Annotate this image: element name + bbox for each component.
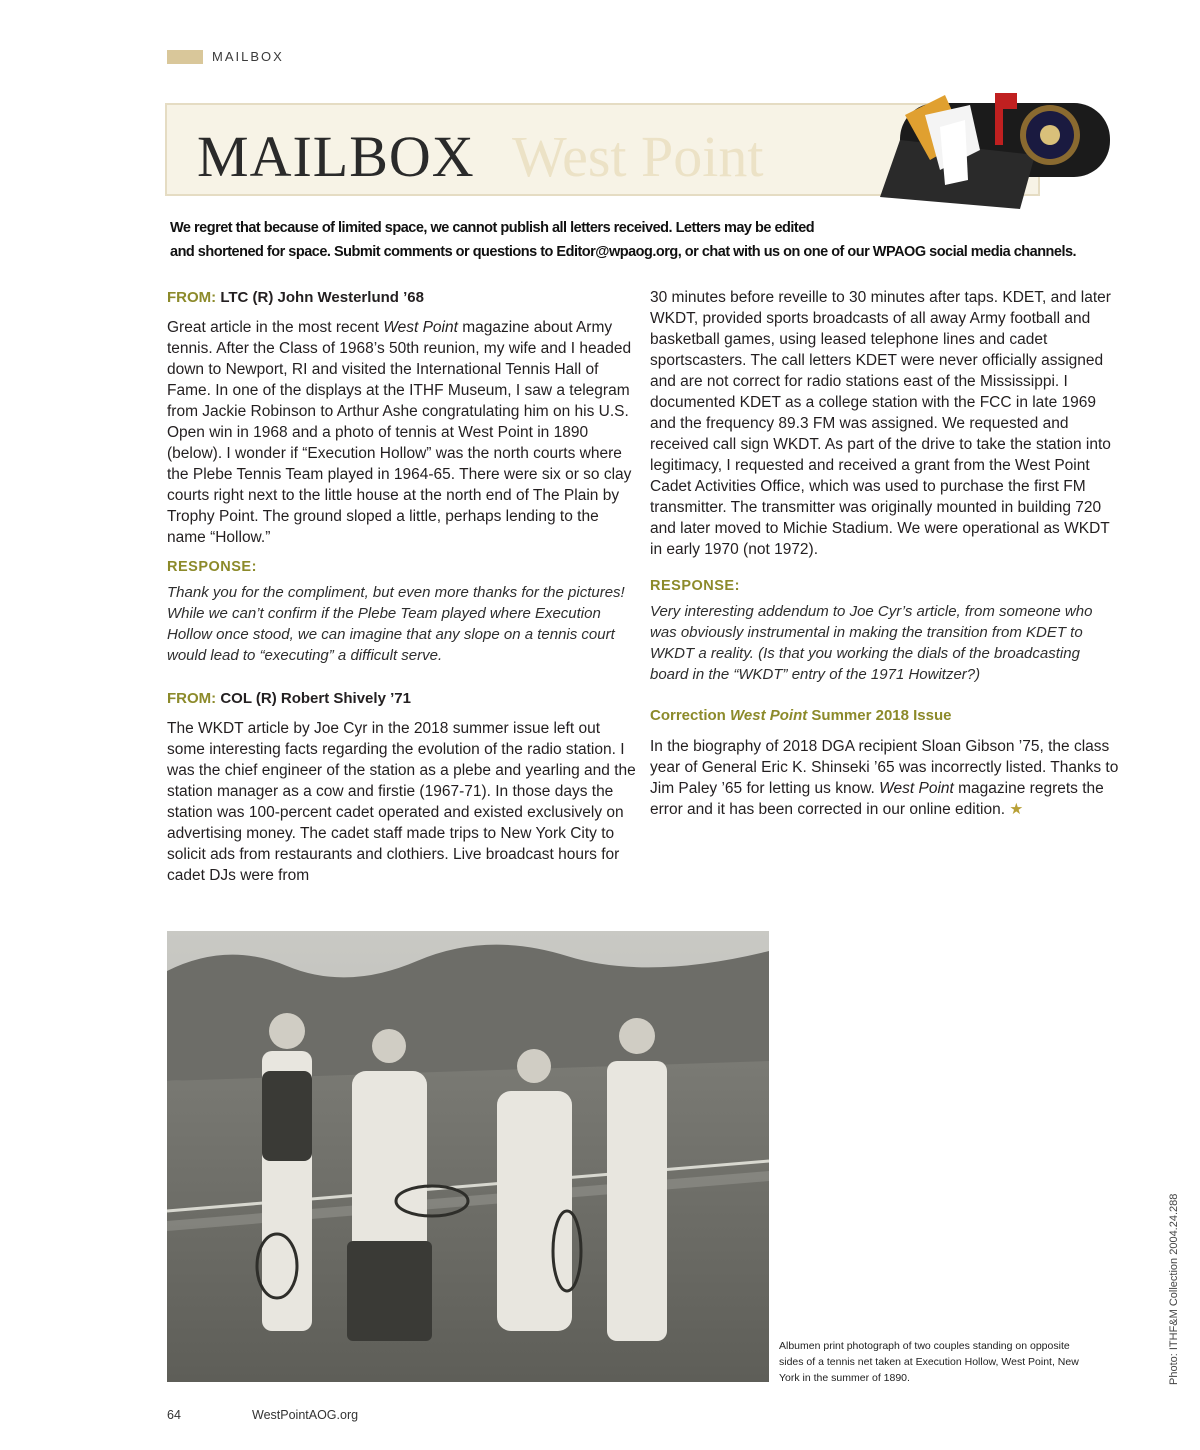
intro-notice xyxy=(170,216,1120,264)
letter2-from-name: COL (R) Robert Shively ’71 xyxy=(220,690,411,707)
photo-caption: Albumen print photograph of two couples standing on opposite sides of a tennis net taken at Execution Hollow, West Point, New York in the summer of 1890. xyxy=(779,1340,1079,1384)
letter2-from-label: FROM: xyxy=(167,690,217,707)
end-star-icon: ★ xyxy=(1009,801,1024,818)
correction-body-italic: West Point xyxy=(879,780,954,797)
letter1-response-label: RESPONSE: xyxy=(167,559,257,575)
photo-credit: Photo: ITHF&M Collection 2004.24.288 xyxy=(1168,1193,1180,1385)
correction-body-part: In the biography of 2018 DGA recipient Sloan Gibson ’75, the class year of General Eric K. Shinseki ’65 was incorrectly listed. Thanks to Jim Paley ’65 for letting us know. xyxy=(650,738,1119,797)
section-tag-bar xyxy=(167,50,203,64)
letter2-response-label: RESPONSE: xyxy=(650,578,740,594)
mailbox-icon xyxy=(870,85,1120,217)
section-tag-text: MAILBOX xyxy=(212,49,284,64)
letter2-response: Very interesting addendum to Joe Cyr’s article, from someone who was obviously instrumental in making the transition from KDET to WKDT a reality. (Is that you working the dials of the broadcasting board in the “WKDT” entry of the 1971 Howitzer?) xyxy=(650,603,1093,683)
banner-title: MAILBOX xyxy=(197,124,475,189)
letter1-body-italic: West Point xyxy=(383,319,458,336)
letter1-from-name: LTC (R) John Westerlund ’68 xyxy=(220,289,424,306)
letter1-body xyxy=(167,317,637,548)
correction-heading-part: Correction xyxy=(650,707,731,724)
letter2-body-right: 30 minutes before reveille to 30 minutes after taps. KDET, and later WKDT, provided sports broadcasts of all away Army football and basketball games, using leased telephone lines and cadet sportscasters. The call letters KDET were never officially assigned and are not correct for radio stations east of the Mississippi. I documented KDET as a college station with the FCC in late 1969 and the frequency 89.3 FM was assigned. We requested and received call sign WKDT. As part of the drive to take the station into legitimacy, I requested and received a grant from the West Point Cadet Activities Office, which was used to purchase the first FM transmitter. The transmitter was originally mounted in building 720 and later moved to Michie Stadium. We were operational as WKDT in early 1970 (not 1972). xyxy=(650,289,1111,558)
letter1-from-label: FROM: xyxy=(167,289,217,306)
correction-heading-italic: West Point xyxy=(730,707,808,724)
left-column xyxy=(167,287,637,886)
letter1-body-part: magazine about Army tennis. After the Class of 1968’s 50th reunion, my wife and I headed down to Newport, RI and visited the International Tennis Hall of Fame. In one of the displays at the ITHF Museum, I saw a telegram from Jackie Robinson to Arthur Ashe congratulating him on his U.S. Open win in 1968 and a photo of tennis at West Point in 1890 (below). I wonder if “Execution Hollow” was the north courts where the Plebe Tennis Team played in 1964-65. There were six or so clay courts right next to the little house at the north end of The Plain by Trophy Point. The ground sloped a little, perhaps lending to the name “Hollow.” xyxy=(167,319,632,546)
letter1-from xyxy=(167,287,637,308)
tennis-photo-illustration xyxy=(167,931,769,1382)
section-tag xyxy=(167,49,284,64)
letter2-body-left: The WKDT article by Joe Cyr in the 2018 summer issue left out some interesting facts regarding the evolution of the radio station. I was the chief engineer of the station as a plebe and yearling and the station manager as a cow and firstie (1967-71). In those days the station was 100-percent cadet operated and existed exclusively on advertising money. The cadet staff made trips to New York City to solicit ads from restaurants and clothiers. Live broadcast hours for cadet DJs were from xyxy=(167,720,636,884)
correction-heading xyxy=(650,705,1120,726)
correction-body-part: magazine regrets the error and it has been corrected in our online edition. xyxy=(650,780,1104,818)
correction-body xyxy=(650,736,1120,820)
intro-line-1: We regret that because of limited space, we cannot publish all letters received. Letters may be edited xyxy=(170,220,815,236)
letter2-from xyxy=(167,688,637,709)
letter1-response: Thank you for the compliment, but even more thanks for the pictures! While we can’t confirm if the Plebe Team played where Execution Hollow once stood, we can imagine that any slope on a tennis court would lead to “executing” a difficult serve. xyxy=(167,584,625,664)
tennis-photo xyxy=(167,931,769,1382)
page-number: 64 xyxy=(167,1408,181,1422)
intro-line-2: and shortened for space. Submit comments or questions to Editor@wpaog.org, or chat with us on one of our WPAOG social media channels. xyxy=(170,244,1077,260)
correction-heading-part: Summer 2018 Issue xyxy=(807,707,952,724)
footer-site: WestPointAOG.org xyxy=(252,1408,359,1422)
banner-watermark: West Point xyxy=(512,124,764,189)
right-column xyxy=(650,287,1120,820)
letter1-body-part: Great article in the most recent xyxy=(167,319,384,336)
